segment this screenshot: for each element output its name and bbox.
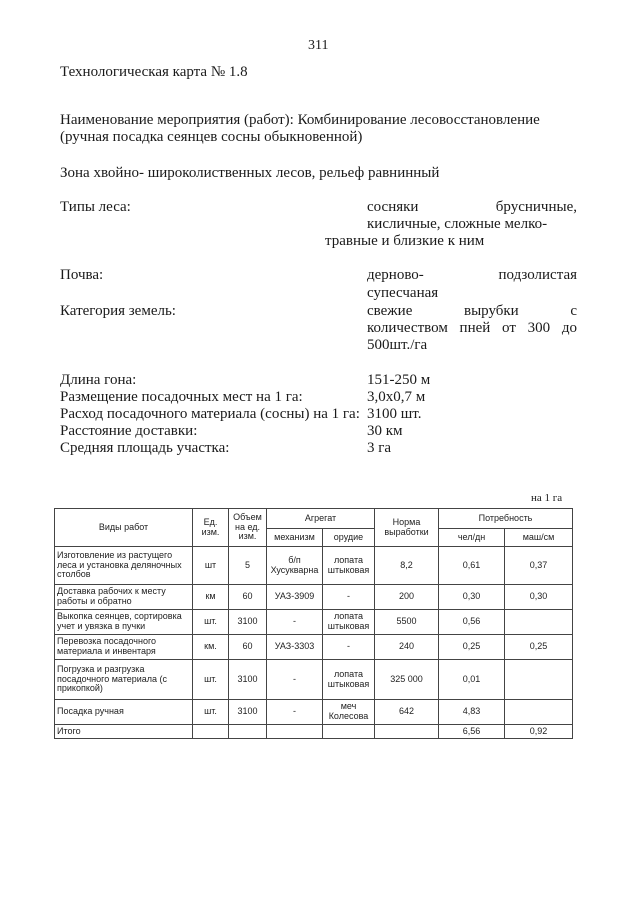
zone-text: Зона хвойно- широколиственных лесов, рельеф равнинный [60,165,440,181]
header-volume: Объем на ед. изм. [229,509,267,547]
cell-machine-shifts: 0,30 [505,585,573,610]
activity-line-2: (ручная посадка сеянцев сосны обыкновенной) [60,129,363,145]
land-category-line-2 [367,320,577,337]
cell-tool: лопата штыковая [323,660,375,700]
cell-norm: 8,2 [375,547,439,585]
soil-line-1 [367,267,577,284]
table-row [55,585,573,610]
cell-mechanism: - [267,610,323,635]
cell-work: Перевозка посадочного материала и инвентаря [55,635,193,660]
land-category-label: Категория земель: [60,303,176,319]
work-table [54,508,573,739]
header-work-type: Виды работ [55,509,193,547]
land-category-word: от [502,320,516,336]
cell-mechanism: - [267,660,323,700]
cell-unit: шт [193,547,229,585]
table-row [55,660,573,700]
cell-machine-shifts: 0,37 [505,547,573,585]
cell-mechanism: - [267,700,323,725]
land-category-word: 300 [527,320,551,336]
param-label: Размещение посадочных мест на 1 га: [60,389,303,405]
cell-person-days: 0,01 [439,660,505,700]
forest-types-line-3: травные и близкие к ним [325,233,485,249]
forest-types-line-1 [367,199,577,216]
cell-norm: 200 [375,585,439,610]
cell-unit: км [193,585,229,610]
table-row [55,700,573,725]
header-unit: Ед. изм. [193,509,229,547]
forest-types-word-a: сосняки [367,199,419,215]
param-value: 3100 шт. [367,406,422,422]
cell-person-days: 0,61 [439,547,505,585]
header-norm: Норма выработки [375,509,439,547]
cell-unit: шт. [193,610,229,635]
soil-label: Почва: [60,267,104,283]
cell-person-days: 0,25 [439,635,505,660]
cell-norm: 5500 [375,610,439,635]
param-label: Расход посадочного материала (сосны) на 1 га: [60,406,360,422]
param-value: 3,0х0,7 м [367,389,426,405]
total-person-days: 6,56 [439,725,505,739]
cell-machine-shifts: 0,25 [505,635,573,660]
header-aggregate: Агрегат [267,509,375,529]
cell-volume: 3100 [229,700,267,725]
cell-norm: 642 [375,700,439,725]
cell-work: Изготовление из растущего леса и установка деляночных столбов [55,547,193,585]
cell-norm: 240 [375,635,439,660]
param-label: Длина гона: [60,372,137,388]
cell-person-days: 0,30 [439,585,505,610]
total-machine-shifts: 0,92 [505,725,573,739]
page-number: 311 [308,38,329,53]
forest-types-line-2: кисличные, сложные мелко- [367,216,548,232]
header-mechanism: механизм [267,529,323,547]
cell-unit: шт. [193,700,229,725]
cell-mechanism: б/п Хусукварна [267,547,323,585]
table-row [55,635,573,660]
table-total-row [55,725,573,739]
cell-volume: 3100 [229,610,267,635]
header-machine-shifts: маш/см [505,529,573,547]
cell-tool: меч Колесова [323,700,375,725]
land-category-line-3: 500шт./га [367,337,428,353]
cell-work: Посадка ручная [55,700,193,725]
forest-types-label: Типы леса: [60,199,131,215]
cell-mechanism: УАЗ-3909 [267,585,323,610]
cell-machine-shifts [505,660,573,700]
header-tool: орудие [323,529,375,547]
cell-unit: шт. [193,660,229,700]
cell-volume: 60 [229,635,267,660]
land-category-word-b: вырубки [463,303,519,319]
cell-person-days: 4,83 [439,700,505,725]
cell-tool: - [323,585,375,610]
cell-volume: 5 [229,547,267,585]
forest-types-word-b: брусничные, [495,199,577,215]
activity-line-1: Наименование мероприятия (работ): Комбинирование лесовосстановление [60,112,540,128]
param-label: Средняя площадь участка: [60,440,230,456]
cell-work: Погрузка и разгрузка посадочного материала (с прикопкой) [55,660,193,700]
land-category-word-a: свежие [367,303,413,319]
unit-note: на 1 га [531,492,563,504]
cell-unit: км. [193,635,229,660]
total-label: Итого [55,725,193,739]
cell-work: Выкопка сеянцев, сортировка учет и увязка в пучки [55,610,193,635]
param-value: 30 км [367,423,403,439]
land-category-word: количеством [367,320,448,336]
cell-tool: лопата штыковая [323,610,375,635]
cell-machine-shifts [505,700,573,725]
cell-volume: 3100 [229,660,267,700]
cell-work: Доставка рабочих к месту работы и обратно [55,585,193,610]
land-category-word: пней [459,320,491,336]
cell-machine-shifts [505,610,573,635]
cell-tool: - [323,635,375,660]
cell-mechanism: УАЗ-3303 [267,635,323,660]
header-need: Потребность [439,509,573,529]
param-value: 3 га [367,440,392,456]
land-category-word: до [561,320,577,336]
soil-word-b: подзолистая [498,267,577,283]
cell-norm: 325 000 [375,660,439,700]
cell-tool: лопата штыковая [323,547,375,585]
soil-line-2: супесчаная [367,285,439,301]
param-label: Расстояние доставки: [60,423,198,439]
land-category-line-1 [367,303,577,320]
cell-volume: 60 [229,585,267,610]
table-row [55,610,573,635]
param-value: 151-250 м [367,372,431,388]
land-category-word-c: с [570,303,577,319]
table-row [55,547,573,585]
card-title: Технологическая карта № 1.8 [60,64,248,80]
soil-word-a: дерново- [367,267,424,283]
cell-person-days: 0,56 [439,610,505,635]
header-person-days: чел/дн [439,529,505,547]
